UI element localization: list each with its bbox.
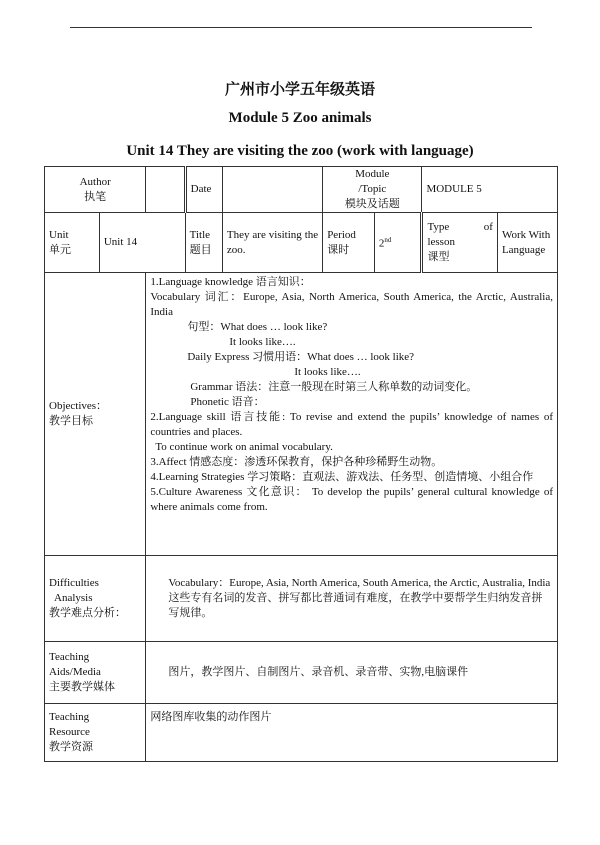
aids-label-cell	[45, 642, 146, 704]
type-label-lesson: lesson	[427, 236, 455, 248]
date-label: Date	[190, 183, 212, 195]
difficulties-label-en: Difficulties	[49, 577, 99, 589]
difficulties-label-analysis: Analysis	[54, 592, 93, 604]
difficulties-vocabulary: Vocabulary：Europe, Asia, North America, South America, the Arctic, Australia, India	[168, 577, 551, 589]
header-row-unit	[45, 213, 558, 273]
unit-label-en: Unit	[49, 228, 69, 241]
difficulties-label-cn: 教学难点分析：	[49, 607, 126, 619]
author-value-cell	[146, 167, 185, 213]
type-value: Work With Language	[501, 228, 551, 256]
objective-line: 3.Affect 情感态度：渗透环保教育，保护各种珍稀野生动物。	[150, 456, 443, 468]
difficulties-note: 这些专有名词的发音、拼写都比普通词有难度，在教学中要帮学生归纳发音拼写规律。	[168, 592, 543, 619]
aids-row	[45, 642, 558, 704]
title-value-cell	[222, 213, 322, 273]
module-label-cell	[323, 167, 422, 213]
type-label-line1	[427, 220, 492, 235]
resource-value: 网络图库收集的动作图片	[150, 711, 272, 723]
objectives-row	[45, 273, 558, 556]
type-label-of: of	[483, 221, 493, 233]
resource-label-cell	[45, 704, 146, 762]
module-value-cell	[422, 167, 558, 213]
objective-line: 2.Language skill 语言技能: To revise and extend the pupils’ knowledge of names of countries and places.	[150, 411, 553, 438]
title-label-cn: 题目	[189, 243, 212, 256]
period-label-en: Period	[327, 228, 356, 241]
module-label-en: Module	[355, 168, 390, 180]
title-value: They are visiting the zoo.	[226, 228, 319, 256]
objective-line: Grammar 语法：注意一般现在时第三人称单数的动词变化。	[190, 381, 478, 393]
resource-row	[45, 704, 558, 762]
objective-line: It looks like….	[294, 366, 361, 378]
aids-content-cell	[146, 642, 558, 704]
objectives-label-en: Objectives：	[49, 400, 108, 412]
unit-label-cell	[45, 213, 100, 273]
type-label-cn: 课型	[427, 251, 450, 263]
objective-line: It looks like….	[229, 336, 296, 348]
period-ordinal-suffix: nd	[384, 236, 392, 245]
objectives-content-cell	[146, 273, 558, 556]
date-value-cell	[222, 167, 322, 213]
author-label-en: Author	[79, 175, 111, 188]
header-row-author	[45, 167, 558, 213]
module-label-cn: 模块及话题	[344, 198, 400, 210]
module-label-topic: /Topic	[358, 183, 387, 195]
title-label-en: Title	[189, 228, 211, 241]
top-rule	[70, 27, 532, 28]
aids-value: 图片，教学图片、自制图片、录音机、录音带、实物,电脑课件	[168, 666, 469, 678]
period-number: 2	[378, 237, 385, 250]
difficulties-content-cell	[146, 556, 558, 642]
date-label-cell	[185, 167, 222, 213]
aids-label-cn: 主要教学媒体	[49, 681, 115, 693]
period-value-cell	[374, 213, 422, 273]
objective-line: Daily Express 习惯用语：What does … look like?	[187, 351, 415, 363]
resource-content-cell	[146, 704, 558, 762]
resource-label-resource: Resource	[49, 726, 90, 738]
module-title: Module 5 Zoo animals	[228, 110, 372, 126]
aids-label-en: Teaching	[49, 651, 90, 663]
objective-line: 5.Culture Awareness 文化意识： To develop the pupils’ general cultural knowledge of where animals come from.	[150, 486, 553, 513]
objective-line: 句型：What does … look like?	[187, 321, 328, 333]
author-label-cell	[45, 167, 146, 213]
resource-label-en: Teaching	[49, 711, 90, 723]
objectives-label-cell	[45, 273, 146, 556]
resource-label-cn: 教学资源	[49, 741, 93, 753]
title-label-cell	[185, 213, 222, 273]
objectives-label-cn: 教学目标	[49, 415, 93, 427]
unit-value-cell	[99, 213, 185, 273]
module-value: MODULE 5	[426, 183, 482, 195]
type-value-cell	[497, 213, 557, 273]
author-label-cn: 执笔	[84, 190, 107, 203]
aids-label-media: Aids/Media	[49, 666, 101, 678]
unit-value: Unit 14	[103, 236, 138, 248]
objective-line: 4.Learning Strategies 学习策略：直观法、游戏法、任务型、创造情境、小组合作	[150, 471, 534, 483]
objective-line: Vocabulary 词汇：Europe, Asia, North America, South America, the Arctic, Australia, India	[150, 291, 553, 318]
lesson-plan-table	[44, 166, 558, 762]
difficulties-row	[45, 556, 558, 642]
difficulties-label-cell	[45, 556, 146, 642]
period-label-cn: 课时	[327, 243, 350, 256]
objective-line: 1.Language knowledge 语言知识：	[150, 276, 311, 288]
type-label-en: Type	[427, 221, 450, 233]
objective-line: To continue work on animal vocabulary.	[155, 441, 333, 453]
objective-line: Phonetic 语音：	[190, 396, 265, 408]
type-label-cell	[422, 213, 497, 273]
document-title: 广州市小学五年级英语	[224, 82, 375, 98]
unit-title: Unit 14 They are visiting the zoo (work with language)	[126, 143, 474, 159]
unit-label-cn: 单元	[49, 243, 71, 256]
period-label-cell	[323, 213, 375, 273]
